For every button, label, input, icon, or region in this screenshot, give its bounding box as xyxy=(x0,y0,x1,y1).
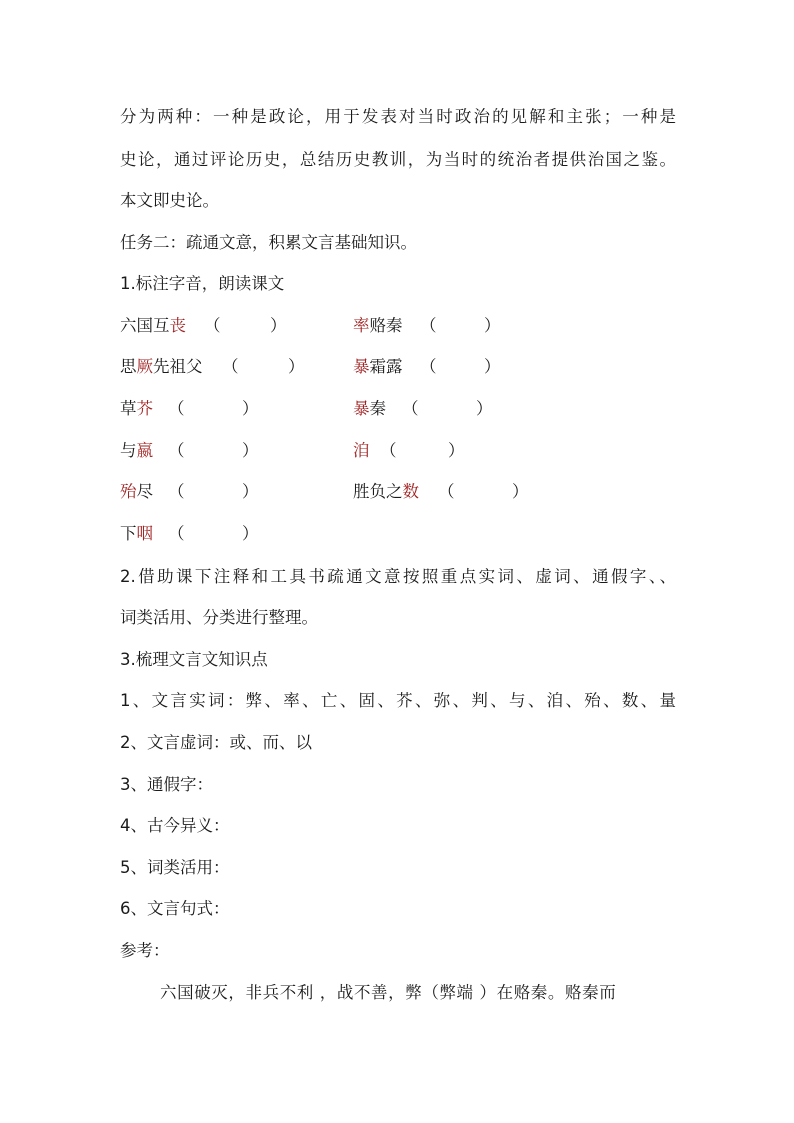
highlighted-character: 洎 xyxy=(353,441,370,460)
highlighted-character: 暴 xyxy=(353,357,370,376)
term-text: 赂秦 xyxy=(369,316,403,335)
pronunciation-term xyxy=(120,524,153,544)
blank-open-paren: （ xyxy=(438,482,455,501)
term-text: 先祖父 xyxy=(153,357,203,376)
term-text: 与 xyxy=(120,441,137,460)
pronunciation-term xyxy=(353,441,370,461)
blank-close-paren: ） xyxy=(242,441,259,460)
intro-line-1: 分为两种：一种是政论，用于发表对当时政治的见解和主张；一种是 xyxy=(120,107,676,126)
blank-open-paren: （ xyxy=(204,316,221,335)
highlighted-character: 芥 xyxy=(136,399,153,418)
blank-close-paren: ） xyxy=(242,482,259,501)
term-text: 思 xyxy=(120,357,137,376)
blank-open-paren: （ xyxy=(222,357,239,376)
blank-open-paren: （ xyxy=(420,316,437,335)
blank-close-paren: ） xyxy=(484,316,501,335)
pronunciation-term xyxy=(353,399,386,419)
intro-line-3: 本文即史论。 xyxy=(120,191,219,210)
blank-close-paren: ） xyxy=(512,482,529,501)
blank-close-paren: ） xyxy=(270,316,287,335)
knowledge-item-3: 3、通假字： xyxy=(120,775,213,794)
pronunciation-term xyxy=(120,316,186,336)
blank-close-paren: ） xyxy=(288,357,305,376)
term-text: 秦 xyxy=(369,399,386,418)
blank-open-paren: （ xyxy=(402,399,419,418)
step2-line-1: 2.借助课下注释和工具书疏通文意按照重点实词、虚词、通假字、、 xyxy=(120,567,676,586)
term-text: 胜负之 xyxy=(353,482,403,501)
intro-line-2: 史论，通过评论历史，总结历史教训，为当时的统治者提供治国之鉴。 xyxy=(120,150,676,169)
term-text: 草 xyxy=(120,399,137,418)
pronunciation-term xyxy=(353,316,403,336)
highlighted-character: 数 xyxy=(402,482,419,501)
knowledge-item-6: 6、文言句式： xyxy=(120,899,230,918)
knowledge-item-5: 5、词类活用： xyxy=(120,858,230,877)
pronunciation-term xyxy=(353,482,419,502)
pronunciation-term xyxy=(353,357,403,377)
blank-open-paren: （ xyxy=(420,357,437,376)
highlighted-character: 殆 xyxy=(120,482,137,501)
highlighted-character: 咽 xyxy=(136,524,153,543)
blank-close-paren: ） xyxy=(476,399,493,418)
pronunciation-term xyxy=(120,441,153,461)
pronunciation-term xyxy=(120,482,153,502)
blank-open-paren: （ xyxy=(168,441,185,460)
reference-label: 参考： xyxy=(120,941,170,960)
highlighted-character: 暴 xyxy=(353,399,370,418)
step1-heading: 1.标注字音，朗读课文 xyxy=(120,274,285,293)
blank-open-paren: （ xyxy=(168,399,185,418)
term-text: 六国互 xyxy=(120,316,170,335)
blank-close-paren: ） xyxy=(242,399,259,418)
blank-open-paren: （ xyxy=(168,482,185,501)
term-text: 尽 xyxy=(136,482,153,501)
knowledge-item-1: 1、文言实词：弊、率、亡、固、芥、弥、判、与、洎、殆、数、量 xyxy=(120,691,676,710)
pronunciation-term xyxy=(120,399,153,419)
reference-text: 六国破灭，非兵不利 ，战不善，弊（弊端 ）在赂秦。赂秦而 xyxy=(160,983,617,1002)
blank-close-paren: ） xyxy=(484,357,501,376)
blank-close-paren: ） xyxy=(448,441,465,460)
knowledge-item-2: 2、文言虚词：或、而、以 xyxy=(120,733,312,752)
pronunciation-term xyxy=(120,357,203,377)
highlighted-character: 率 xyxy=(353,316,370,335)
term-text: 下 xyxy=(120,524,137,543)
blank-close-paren: ） xyxy=(242,524,259,543)
highlighted-character: 厥 xyxy=(136,357,153,376)
blank-open-paren: （ xyxy=(168,524,185,543)
step3-heading: 3.梳理文言文知识点 xyxy=(120,650,268,669)
step2-line-2: 词类活用、分类进行整理。 xyxy=(120,608,318,627)
highlighted-character: 丧 xyxy=(169,316,186,335)
task2-heading: 任务二：疏通文意，积累文言基础知识。 xyxy=(120,233,417,252)
highlighted-character: 嬴 xyxy=(136,441,153,460)
knowledge-item-4: 4、古今异义： xyxy=(120,816,230,835)
blank-open-paren: （ xyxy=(380,441,397,460)
term-text: 霜露 xyxy=(369,357,403,376)
